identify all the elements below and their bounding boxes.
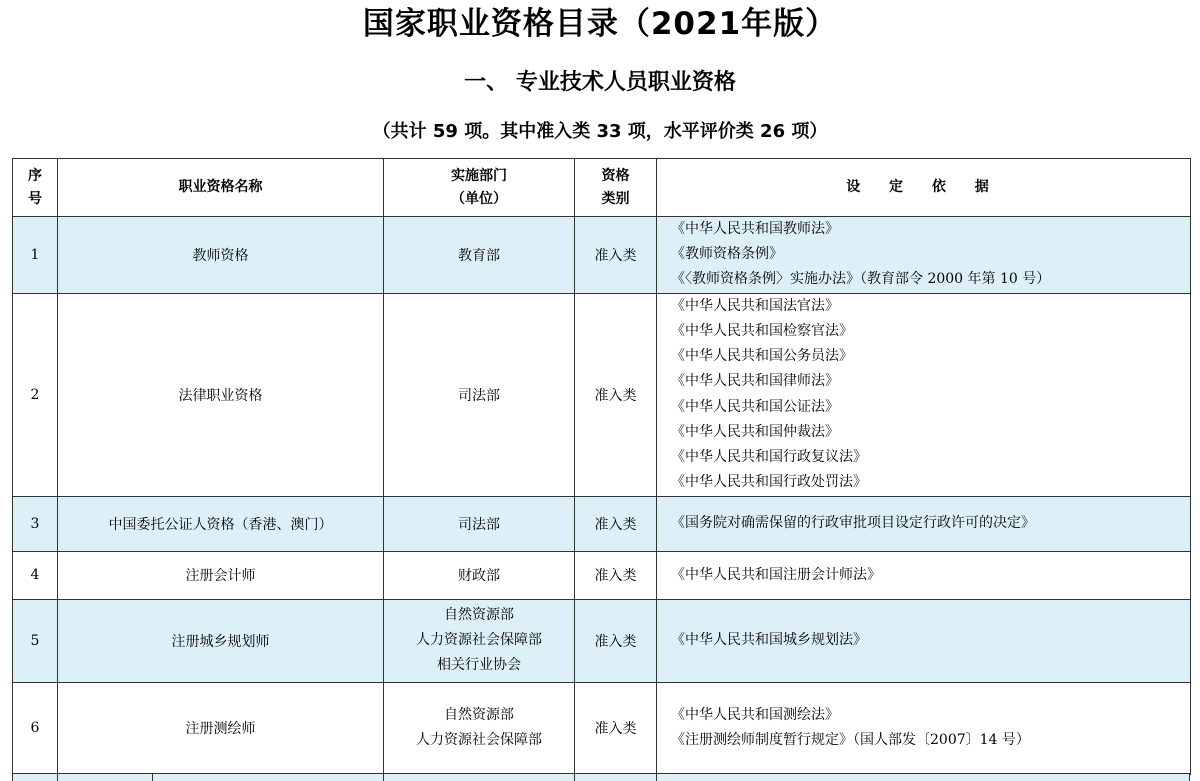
dept-line: 财政部 <box>458 568 500 585</box>
dept-line: 人力资源社会保障部 <box>416 732 542 749</box>
row-name: 注册会计师 <box>58 551 384 599</box>
document-title: 国家职业资格目录（2021年版） <box>362 6 838 42</box>
row-dept <box>384 496 575 551</box>
row-category: 准入类 <box>575 551 657 599</box>
header-name-label: 职业资格名称 <box>178 179 263 195</box>
header-index <box>13 159 58 217</box>
dept-line: 司法部 <box>458 387 500 404</box>
table-row <box>13 599 1191 682</box>
row-dept <box>384 599 575 682</box>
header-dept-line1: 实施部门 <box>451 167 507 184</box>
header-category-line1: 资格 <box>601 167 630 184</box>
dept-line: 教育部 <box>458 247 500 264</box>
basis-line: 《中华人民共和国行政处罚法》 <box>671 474 867 491</box>
row-name: 注册测绘师 <box>58 682 384 774</box>
basis-line: 《中华人民共和国注册会计师法》 <box>671 566 881 583</box>
header-basis-label: 设 定 依 据 <box>846 179 1001 195</box>
row-index: 3 <box>13 496 58 551</box>
row-basis <box>657 599 1191 682</box>
basis-line: 《国务院对确需保留的行政审批项目设定行政许可的决定》 <box>671 515 1035 531</box>
header-basis <box>657 159 1191 217</box>
basis-line: 《中华人民共和国行政复议法》 <box>671 449 867 466</box>
header-name <box>58 159 384 217</box>
basis-line: 《中华人民共和国公务员法》 <box>671 348 853 365</box>
basis-line: 《注册测绘师制度暂行规定》（国人部发〔2007〕14 号） <box>671 732 1030 749</box>
row-index: 5 <box>13 599 58 682</box>
basis-line: 《中华人民共和国公证法》 <box>671 398 839 415</box>
table-row <box>13 496 1191 551</box>
row-basis <box>657 496 1191 551</box>
table-row <box>13 682 1191 774</box>
row-category: 准入类 <box>575 496 657 551</box>
basis-line: 《中华人民共和国法官法》 <box>671 297 839 314</box>
qualification-table <box>12 158 1191 775</box>
basis-line: 《中华人民共和国律师法》 <box>671 373 839 390</box>
row-name: 中国委托公证人资格（香港、澳门） <box>58 496 384 551</box>
table-row <box>13 217 1191 294</box>
row-category: 准入类 <box>575 599 657 682</box>
row-basis <box>657 217 1191 294</box>
row-index: 6 <box>13 682 58 774</box>
dept-line: 自然资源部 <box>444 607 514 624</box>
row-basis <box>657 551 1191 599</box>
header-category-line2: 类别 <box>601 190 630 207</box>
row-dept <box>384 551 575 599</box>
header-dept-line2: （单位） <box>451 190 507 207</box>
row-index: 1 <box>13 217 58 294</box>
dept-line: 司法部 <box>458 516 500 533</box>
section-title: 一、 专业技术人员职业资格 <box>464 70 736 95</box>
table-row <box>13 293 1191 496</box>
basis-line: 《中华人民共和国测绘法》 <box>671 706 839 723</box>
header-index-line1: 序 <box>28 167 42 184</box>
row-index: 4 <box>13 551 58 599</box>
row-dept <box>384 217 575 294</box>
header-dept <box>384 159 575 217</box>
table-row <box>13 551 1191 599</box>
row-category: 准入类 <box>575 293 657 496</box>
row-name: 注册城乡规划师 <box>58 599 384 682</box>
basis-line: 《教师资格条例》 <box>671 246 783 263</box>
row-dept <box>384 682 575 774</box>
table-header-row <box>13 159 1191 217</box>
basis-line: 《中华人民共和国仲裁法》 <box>671 423 839 440</box>
header-index-line2: 号 <box>28 190 42 207</box>
row-name: 法律职业资格 <box>58 293 384 496</box>
section-summary: （共计 59 项。其中准入类 33 项，水平评价类 26 项） <box>372 121 828 142</box>
basis-line: 《中华人民共和国教师法》 <box>671 221 839 237</box>
dept-line: 人力资源社会保障部 <box>416 632 542 649</box>
dept-line: 相关行业协会 <box>437 657 521 674</box>
row-basis <box>657 682 1191 774</box>
basis-line: 《中华人民共和国检察官法》 <box>671 323 853 339</box>
header-category <box>575 159 657 217</box>
row-index: 2 <box>13 293 58 496</box>
row-category: 准入类 <box>575 217 657 294</box>
row-dept <box>384 293 575 496</box>
row-basis <box>657 293 1191 496</box>
row-category: 准入类 <box>575 682 657 774</box>
basis-line: 《〈教师资格条例〉实施办法》（教育部令 2000 年第 10 号） <box>671 271 1051 288</box>
row-name: 教师资格 <box>58 217 384 294</box>
dept-line: 自然资源部 <box>444 707 514 724</box>
basis-line: 《中华人民共和国城乡规划法》 <box>671 632 867 648</box>
